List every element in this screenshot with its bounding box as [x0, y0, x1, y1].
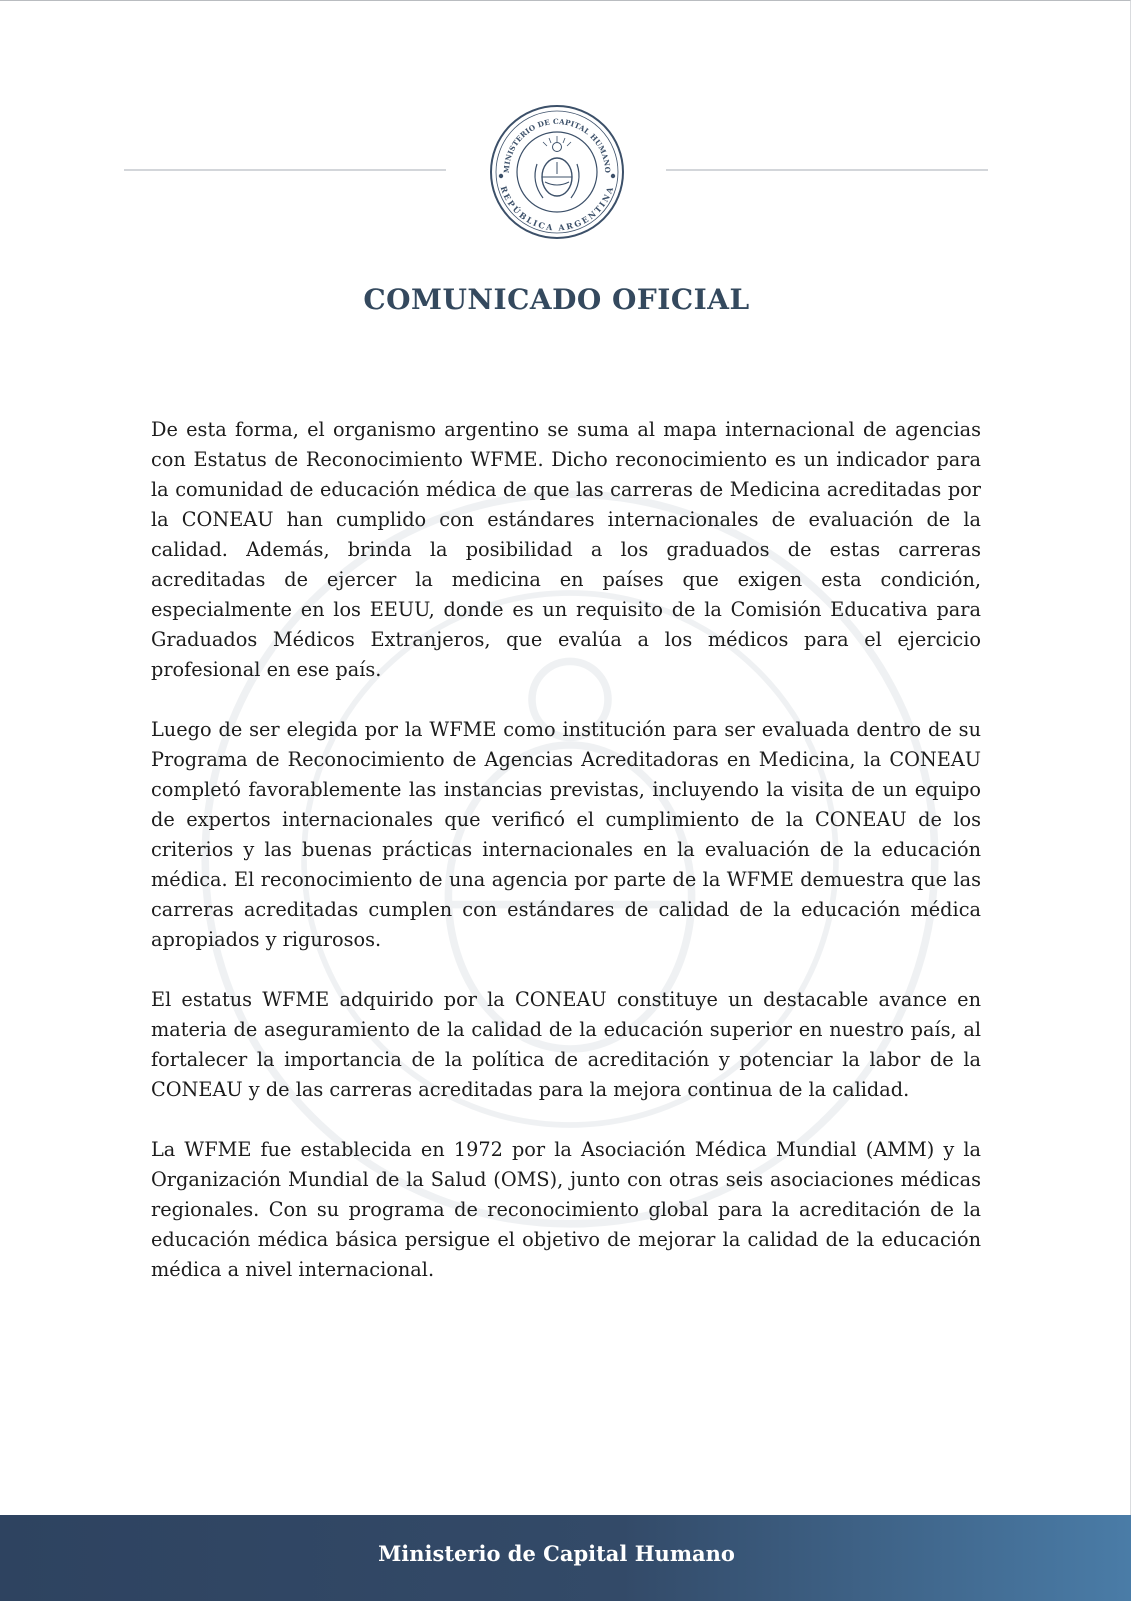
- paragraph-1: De esta forma, el organismo argentino se suma al mapa internacional de agencias con Estatus de Reconocimiento WFME. Dicho reconocimiento es un indicador para la comunidad de educación médica de que las carreras de Medicina acreditadas por la CONEAU han cumplido con estándares internacionales de evaluación de la calidad. Además, brinda la posibilidad a los graduados de estas carreras acreditadas de ejercer la medicina en países que exigen esta condición, especialmente en los EEUU, donde es un requisito de la Comisión Educativa para Graduados Médicos Extranjeros, que evalúa a los médicos para el ejercicio profesional en ese país.: [151, 418, 981, 681]
- paragraph-4: La WFME fue establecida en 1972 por la Asociación Médica Mundial (AMM) y la Organización Mundial de la Salud (OMS), junto con otras seis asociaciones médicas regionales. Con su programa de reconocimiento global para la acreditación de la educación médica básica persigue el objetivo de mejorar la calidad de la educación médica a nivel internacional.: [151, 1138, 981, 1281]
- seal-bottom-text: REPÚBLICA ARGENTINA: [498, 184, 616, 233]
- header-rule-left: [124, 169, 446, 171]
- footer-ministry-name: Ministerio de Capital Humano: [378, 1541, 735, 1566]
- ministry-seal-logo: [487, 102, 627, 242]
- body-text: [151, 415, 981, 1315]
- header-rule-right: [666, 169, 988, 171]
- page-title: COMUNICADO OFICIAL: [363, 283, 750, 316]
- footer-band: [0, 1515, 1131, 1601]
- paragraph-2: Luego de ser elegida por la WFME como institución para ser evaluada dentro de su Programa de Reconocimiento de Agencias Acreditadoras en Medicina, la CONEAU completó favorablemente las instancias previstas, incluyendo la visita de un equipo de expertos internacionales que verificó el cumplimiento de la CONEAU de los criterios y las buenas prácticas internacionales en la evaluación de la educación médica. El reconocimiento de una agencia por parte de la WFME demuestra que las carreras acreditadas cumplen con estándares de calidad de la educación médica apropiados y rigurosos.: [151, 718, 981, 951]
- paragraph-3: El estatus WFME adquirido por la CONEAU constituye un destacable avance en materia de aseguramiento de la calidad de la educación superior en nuestro país, al fortalecer la importancia de la política de acreditación y potenciar la labor de la CONEAU y de las carreras acreditadas para la mejora continua de la calidad.: [151, 988, 981, 1101]
- seal-top-text: MINISTERIO DE CAPITAL HUMANO: [501, 116, 613, 174]
